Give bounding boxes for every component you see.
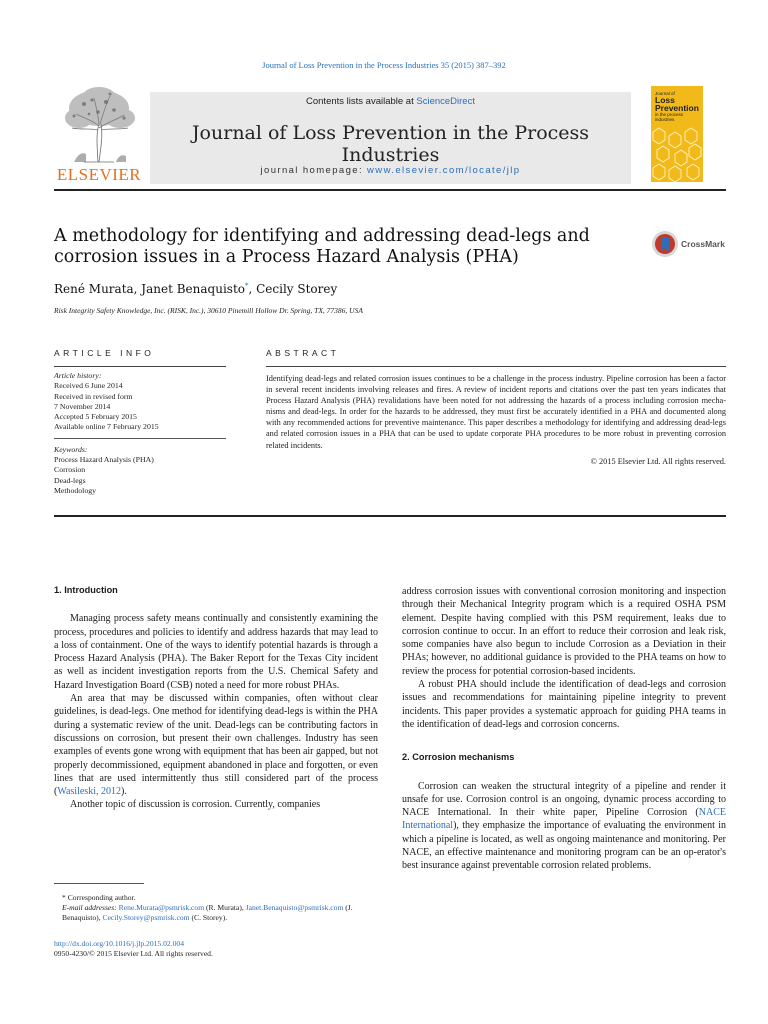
paragraph-text: ), they emphasize the importance of evaluating the environment in which a pipeline is located, as well as ongoing maintenance and monitoring. Per NACE, an effective maintenance and monitoring program can be an op-erator's best insurance against preventable corrosion related problems. (402, 820, 726, 872)
cover-big-text-2: Prevention (655, 103, 699, 113)
crossmark-label: CrossMark (681, 239, 725, 249)
journal-title: Journal of Loss Prevention in the Process Industries (191, 122, 590, 166)
homepage-line (150, 165, 631, 176)
contents-prefix: Contents lists available at (306, 96, 417, 107)
history-label: Article history: (54, 371, 102, 380)
corresponding-author-note: * Corresponding author. (62, 893, 136, 902)
keyword-item: Dead-legs (54, 475, 86, 485)
journal-citation-link[interactable]: Journal of Loss Prevention in the Process Industries 35 (2015) 387–392 (262, 60, 506, 70)
cover-title (655, 91, 701, 122)
history-item: Received 6 June 2014 (54, 381, 123, 391)
keyword-item: Process Hazard Analysis (PHA) (54, 455, 154, 465)
paragraph-text: Corrosion can weaken the structural integrity of a pipeline and render it unsafe for use. Corrosion control is an ongoing, dynamic process according to NACE International. In their white paper, Pipeline Corrosion ( (402, 780, 726, 819)
sciencedirect-link[interactable]: ScienceDirect (416, 96, 475, 107)
author-affiliation: Risk Integrity Safety Knowledge, Inc. (RISK, Inc.), 30610 Pinemill Hollow Dr. Spring, TX, 77386, USA (54, 306, 363, 315)
author-murata: René Murata, (54, 282, 142, 296)
cover-small-text: Journal of (655, 91, 675, 96)
email-owner: (R. Murata), (204, 903, 246, 912)
elsevier-tree-icon (54, 84, 144, 166)
email-benaquisto-link[interactable]: Janet.Benaquisto@psmrisk.com (245, 903, 344, 912)
cover-small-text-2: in the process industries (655, 112, 684, 122)
info-divider (54, 366, 226, 367)
email-addresses (54, 903, 378, 923)
crossmark-badge[interactable] (651, 229, 731, 259)
body-paragraph: Managing process safety means continually and consistently examining the process, procedures and policies to identify and address hazards that may lead to a loss of containment. One of the ways to identify potential hazards is through a Process Hazard Analysis (PHA). The Baker Report for the Texas City incident as well as incident investigation reports from the U.S. Chemical Safety and Hazard Investigation Board (CSB) noted a need for more robust PHAs. (54, 613, 378, 691)
abstract-text: Identifying dead-legs and related corrosion issues continues to be a challenge in the process industry. Pipeline corrosion has been a factor in several recent incidents involving releases and fires. A review of incident reports and citations over the past ten years indicates that Process Hazard Analysis (PHA) revalidations have been noted for not addressing the hazards of a process including corrosion mecha-nisms and dead-legs. In order for the hazards to be addressed, they must first be accurately identified in a PHA and documented along with any recommended actions for preventive maintenance. This paper describes a methodology for identifying and addressing dead-legs and related corrosion issues in a PHA that can be used to update corporate PHA procedures to be more robust in preventing corrosion related incidents. (266, 374, 726, 450)
body-right-column (402, 585, 726, 873)
reference-nace-link[interactable]: NACE International (402, 807, 726, 832)
abstract-divider (266, 366, 726, 367)
body-paragraph: A robust PHA should include the identification of dead-legs and corrosion issues and recommendations for maintaining pipeline integrity to prevent incidents. This paper provides a systematic approach for guiding PHA teams in the identification of dead-legs and corrosion concerns. (402, 679, 726, 730)
header-divider (54, 189, 726, 191)
keywords-label: Keywords: (54, 444, 88, 454)
issn-copyright: 0950-4230/© 2015 Elsevier Ltd. All rights reserved. (54, 949, 213, 958)
abstract-bottom-divider (54, 515, 726, 517)
elsevier-logo[interactable] (54, 84, 144, 184)
article-title (54, 226, 614, 268)
email-label: E-mail addresses: (62, 903, 119, 912)
introduction-heading: 1. Introduction (54, 585, 118, 595)
email-owner: (C. Storey). (189, 913, 228, 922)
body-paragraph (402, 780, 726, 873)
crossmark-icon (651, 229, 679, 259)
cover-hexagon-pattern-icon (651, 126, 703, 182)
homepage-link[interactable]: www.elsevier.com/locate/jlp (367, 165, 521, 176)
publisher-name: ELSEVIER (56, 165, 142, 184)
email-murata-link[interactable]: Rene.Murata@psmrisk.com (118, 903, 205, 912)
history-item: Received in revised form (54, 391, 133, 401)
body-paragraph: address corrosion issues with conventional corrosion monitoring and inspection through their Mechanical Integrity program which is a required OSHA PSM element. Despite having complied with this PSM requirement, leaks due to corrosion continue to occur. In an effort to reduce their corrosion and leak risk, some companies have also begun to include Corrosion as a Deviation in their PHAs; however, no additional guidance is provided to the PHA teams on how to review the process for potential corrosion-based incidents. (402, 586, 726, 677)
history-item: Accepted 5 February 2015 (54, 412, 137, 422)
history-item: Available online 7 February 2015 (54, 422, 159, 432)
author-storey: , Cecily Storey (248, 282, 338, 296)
corresponding-author-mark[interactable]: * (244, 282, 249, 290)
paragraph-text: An area that may be discussed within companies, often without clear guidelines, is dead-legs. One method for identifying dead-legs is within the PHA during a systematic review of the unit. Dead-legs can be contributing factors in discussions on corrosion, but present their own challenges. Industry has seen examples of events gone wrong with equipment that has been air gapped, but not properly decommissioned, equipment abandoned in place and forgotten, or even lines that are used intermittently thus still considered part of the process ( (54, 693, 378, 798)
author-benaquisto: Janet Benaquisto (141, 282, 245, 296)
abstract-copyright: © 2015 Elsevier Ltd. All rights reserved. (590, 456, 726, 466)
footnote (54, 893, 378, 923)
email-storey-link[interactable]: Cecily.Storey@psmrisk.com (102, 913, 190, 922)
cover-big-text-1: Loss (655, 95, 675, 105)
article-title-line1: A methodology for identifying and addressing dead-legs and (54, 226, 590, 246)
corrosion-mechanisms-heading: 2. Corrosion mechanisms (402, 752, 515, 763)
article-title-line2: corrosion issues in a Process Hazard Analysis (PHA) (54, 247, 519, 267)
journal-cover[interactable] (651, 86, 703, 182)
paragraph-text: ). (120, 786, 127, 798)
doi-block (54, 939, 213, 959)
keyword-item: Corrosion (54, 465, 86, 475)
author-list (54, 282, 337, 296)
body-paragraph: Another topic of discussion is corrosion. Currently, companies (70, 799, 321, 811)
masthead (54, 84, 714, 184)
history-item: 7 November 2014 (54, 401, 111, 411)
article-info-heading: ARTICLE INFO (54, 348, 155, 358)
body-paragraph (54, 692, 378, 798)
homepage-prefix: journal homepage: (260, 165, 368, 176)
abstract-heading: ABSTRACT (266, 348, 340, 358)
reference-wasileski-link[interactable]: Wasileski, 2012 (57, 786, 121, 798)
journal-banner (150, 92, 631, 184)
article-info (54, 371, 226, 496)
body-left-column (54, 584, 378, 812)
doi-link[interactable]: http://dx.doi.org/10.1016/j.jlp.2015.02.004 (54, 939, 185, 948)
email-owner: (J. Benaquisto), (62, 903, 353, 922)
keyword-item: Methodology (54, 485, 97, 495)
contents-line (150, 96, 631, 107)
footnote-divider (54, 883, 144, 884)
keywords-divider (54, 438, 226, 439)
abstract-body (266, 373, 726, 467)
